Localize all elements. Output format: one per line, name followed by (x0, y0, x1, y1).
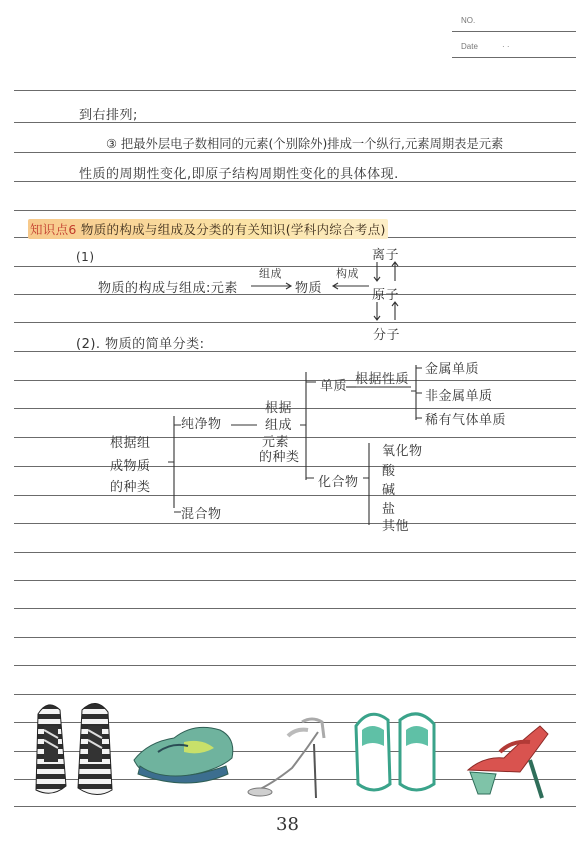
compose-arrow (251, 283, 291, 289)
by-elements-3: 元素 (262, 435, 290, 450)
arrow-label-constitute: 构成 (336, 267, 359, 280)
compound-type-3: 碱 (382, 483, 396, 498)
atom-molecule-arrows (374, 302, 398, 320)
simple-substance-label: 单质 (320, 379, 348, 394)
constitute-arrow (333, 283, 369, 289)
by-elements-2: 组成 (265, 418, 293, 433)
arrow-label-compose: 组成 (259, 267, 282, 280)
part2-heading: (2). 物质的简单分类: (76, 337, 205, 352)
compound-type-2: 酸 (382, 464, 396, 479)
by-elements-1: 根据 (265, 401, 293, 416)
date-label: Date (461, 42, 478, 51)
mixture-label: 混合物 (181, 507, 222, 522)
molecule-label: 分子 (373, 328, 401, 343)
part1-text: 物质的构成与组成:元素 (98, 281, 238, 296)
substance-label: 物质 (295, 281, 323, 296)
no-label: NO. (461, 16, 476, 25)
root-label-1: 根据组 (110, 436, 151, 451)
ion-label: 离子 (372, 248, 400, 263)
root-brace (168, 416, 181, 512)
teal-slip-on-shoes-icon (350, 700, 442, 798)
compound-type-4: 盐 (382, 502, 396, 517)
pure-substance-label: 纯净物 (181, 417, 222, 432)
red-platform-heel-icon (460, 712, 560, 802)
section-number: 知识点6 (30, 222, 77, 237)
compound-label: 化合物 (318, 475, 359, 490)
root-label-3: 的种类 (110, 480, 151, 495)
text-line-1: 到右排列; (79, 108, 138, 123)
green-running-shoe-icon (128, 712, 240, 796)
compound-type-5: 其他 (382, 519, 410, 534)
text-line-2: ③ 把最外层电子数相同的元素(个别除外)排成一个纵行,元素周期表是元素 (106, 137, 504, 151)
by-property-label: 根据性质 (355, 372, 410, 387)
simple-type-3: 稀有气体单质 (425, 413, 507, 428)
elements-brace (300, 372, 316, 480)
striped-sneakers-icon (26, 694, 122, 802)
compound-types-brace (363, 443, 369, 525)
part1-number: (1) (76, 250, 95, 264)
section-title: 物质的构成与组成及分类的有关知识(学科内综合考点) (76, 222, 386, 237)
silver-high-heel-icon (242, 708, 334, 802)
date-dots: · · (502, 42, 510, 51)
compound-type-1: 氧化物 (382, 444, 423, 459)
simple-type-2: 非金属单质 (425, 389, 493, 404)
ion-atom-arrows (374, 262, 398, 281)
text-line-3: 性质的周期性变化,即原子结构周期性变化的具体体现. (79, 167, 399, 182)
page-number: 38 (276, 814, 299, 835)
simple-types-brace (411, 365, 422, 420)
by-elements-4: 的种类 (259, 450, 300, 465)
root-label-2: 成物质 (110, 459, 151, 474)
atom-label: 原子 (372, 288, 400, 303)
simple-type-1: 金属单质 (425, 362, 480, 377)
